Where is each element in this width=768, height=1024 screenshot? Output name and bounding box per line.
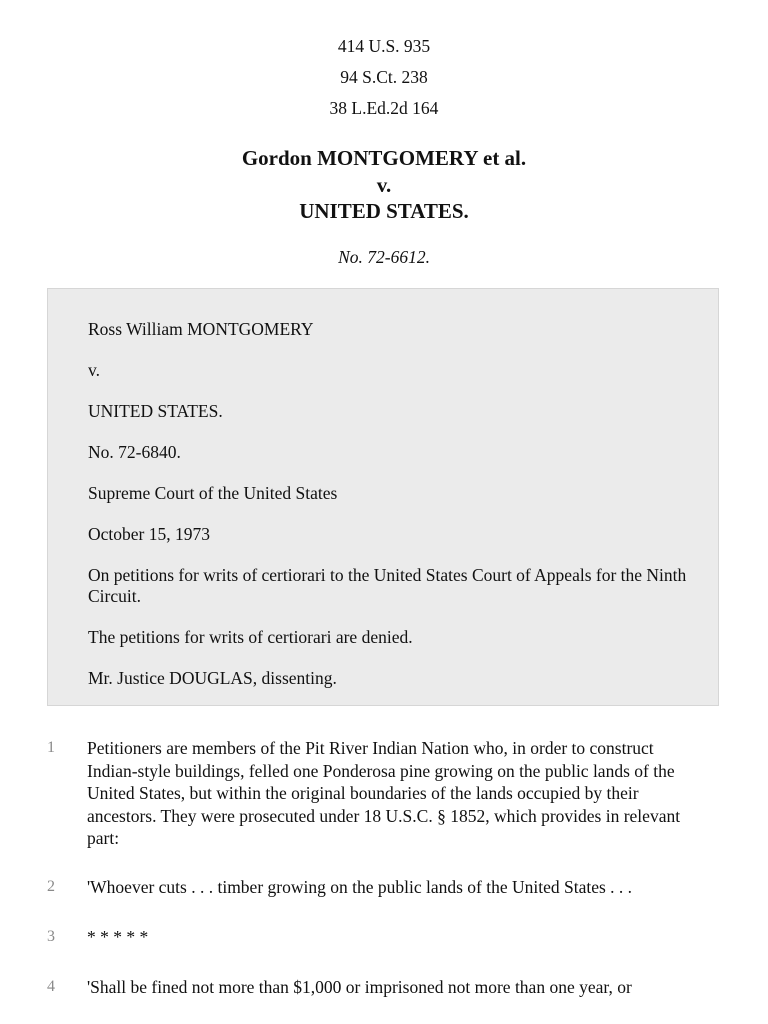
procedural-posture: On petitions for writs of certiorari to the United States Court of Appeals for the Ninth Circuit. [88, 565, 687, 606]
paragraph-text: 'Whoever cuts . . . timber growing on the public lands of the United States . . . [87, 877, 633, 897]
paragraph-text: Petitioners are members of the Pit River Indian Nation who, in order to construct Indian-style buildings, felled one Ponderosa pine growing on the public lands of the United States, but within the original boundaries of the lands occupied by their ancestors. They were prosecuted under 18 U.S.C. § 1852, which provides in relevant part: [87, 738, 681, 848]
case-title-petitioner: Gordon MONTGOMERY et al. [241, 146, 527, 170]
related-case-box [47, 288, 719, 706]
paragraph-number: 2 [47, 878, 55, 895]
paragraph-text: * * * * * [87, 927, 149, 947]
citation-supreme-court-reporter: 94 S.Ct. 238 [340, 67, 428, 87]
paragraph-number: 3 [47, 928, 55, 945]
disposition: The petitions for writs of certiorari are denied. [88, 627, 413, 647]
case-title [0, 145, 768, 225]
decision-date: October 15, 1973 [88, 524, 210, 544]
citation-us-reports: 414 U.S. 935 [337, 36, 431, 56]
citation-lawyers-edition: 38 L.Ed.2d 164 [329, 98, 439, 118]
case-title-respondent: UNITED STATES. [299, 199, 469, 223]
court-name: Supreme Court of the United States [88, 483, 338, 503]
dissent-heading: Mr. Justice DOUGLAS, dissenting. [88, 668, 337, 688]
related-case-versus: v. [88, 360, 100, 380]
docket-number: No. 72-6612. [338, 247, 430, 267]
case-title-versus: v. [376, 172, 392, 197]
related-case-respondent: UNITED STATES. [88, 401, 223, 421]
related-case-docket: No. 72-6840. [88, 442, 181, 462]
paragraph-number: 4 [47, 978, 55, 995]
related-case-petitioner: Ross William MONTGOMERY [88, 319, 314, 339]
paragraph-number: 1 [47, 739, 55, 756]
paragraph-text: 'Shall be fined not more than $1,000 or imprisoned not more than one year, or [87, 977, 632, 997]
